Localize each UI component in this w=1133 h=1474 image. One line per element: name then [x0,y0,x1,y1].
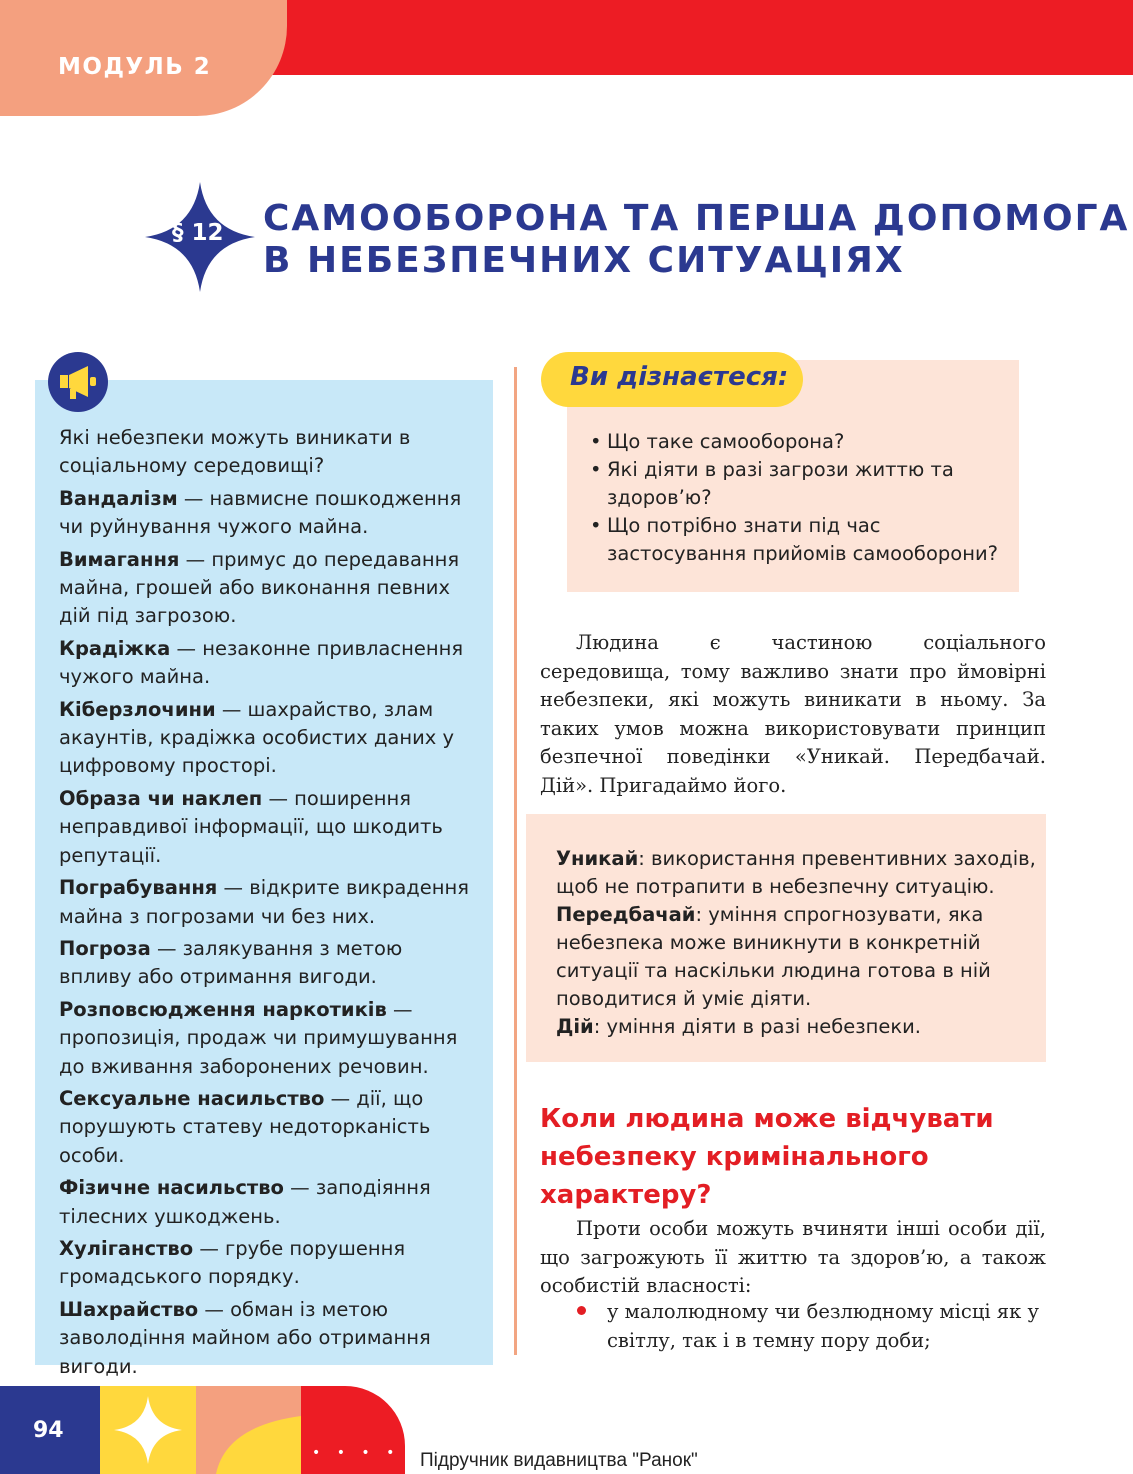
section-heading: Коли людина може відчувати небезпеку кримінального характеру? [540,1104,994,1210]
glossary-item: Вимагання — примус до передавання майна, грошей або виконання певних дій під загрозою. [59,547,460,628]
glossary-item: Вандалізм — навмисне пошкодження чи руйнування чужого майна. [59,486,462,539]
principle-text [556,845,1036,1041]
column-divider [514,367,517,1355]
glossary-item: Пограбування — відкрите викрадення майна з погрозами чи без них. [59,876,469,928]
glossary-item: Хуліганство — грубе порушення громадського порядку. [59,1236,406,1289]
leaf-icon [196,1386,301,1474]
footer-peach-block [196,1386,301,1474]
glossary-item: Кіберзлочини — шахрайство, злам акаунтів, крадіжка особистих даних у цифровому просторі. [59,697,455,778]
glossary-item: Фізичне насильство — заподіяння тілесних ушкоджень. [59,1176,431,1228]
section-paragraph: Проти особи можуть вчиняти інші особи дії, що загрожують її життю та здоров’ю, а також особистій власності: [540,1217,1046,1297]
paragraph-number: § 12 [172,220,224,246]
page-title [263,198,1129,282]
megaphone-badge [48,352,108,412]
glossary-item: Розповсюдження наркотиків — пропозиція, продаж чи примушування до вживання заборонених речовин. [59,997,458,1078]
footer-dots: • • • • [312,1445,401,1461]
glossary-item: Шахрайство — обман із метою заволодіння майном або отримання вигоди. [59,1297,431,1378]
module-label: МОДУЛЬ 2 [58,54,212,80]
intro-paragraph: Людина є частиною соціального середовища, тому важливо знати про ймовірні небезпеки, які можуть виникати в ньому. За таких умов можна використовувати принцип безпечної поведінки «Уникай. Передбачай. Дій». Пригадаймо його. [540,631,1046,797]
star-icon [100,1386,196,1474]
footer-yellow-block [100,1386,196,1474]
principle-item: Передбачай: уміння спрогнозувати, яка небезпека може виникнути в конкретній ситуації та наскільки людина готова в ній поводитися й уміє діяти. [556,903,991,1010]
learn-item: • Що таке самооборона? [590,428,1010,456]
title-line-1: САМООБОРОНА ТА ПЕРША ДОПОМОГА [263,198,1130,239]
learn-title: Ви дізнаєтеся: [570,362,789,392]
learn-list [590,428,1010,568]
page-number: 94 [33,1418,64,1443]
glossary-item: Крадіжка — незаконне привласнення чужого майна. [59,636,464,689]
glossary-item: Образа чи наклеп — поширення неправдивої інформації, що шкодить репутації. [59,786,443,867]
glossary-question: Які небезпеки можуть виникати в соціальному середовищі? [59,426,411,478]
glossary-list [59,424,479,1385]
principle-item: Уникай: використання превентивних заходів, щоб не потрапити в небезпечну ситуацію. [556,847,1036,898]
principle-item: Дій: уміння діяти в разі небезпеки. [556,1015,921,1038]
bullet-dot-icon [577,1306,586,1315]
megaphone-icon [58,363,98,401]
glossary-item: Сексуальне насильство — дії, що порушують статеву недоторканість особи. [59,1086,431,1167]
section-bullet: у малолюдному чи безлюдному місці як у світлу, так і в темну пору доби; [607,1300,1039,1352]
publisher-label: Підручник видавництва "Ранок" [420,1450,698,1471]
title-line-2: В НЕБЕЗПЕЧНИХ СИТУАЦІЯХ [263,240,905,281]
glossary-item: Погроза — залякування з метою впливу або отримання вигоди. [59,936,403,989]
learn-item: • Що потрібно знати під час застосування прийомів самооборони? [590,512,1010,568]
learn-item: • Які діяти в разі загрози життю та здоров’ю? [590,456,1010,512]
